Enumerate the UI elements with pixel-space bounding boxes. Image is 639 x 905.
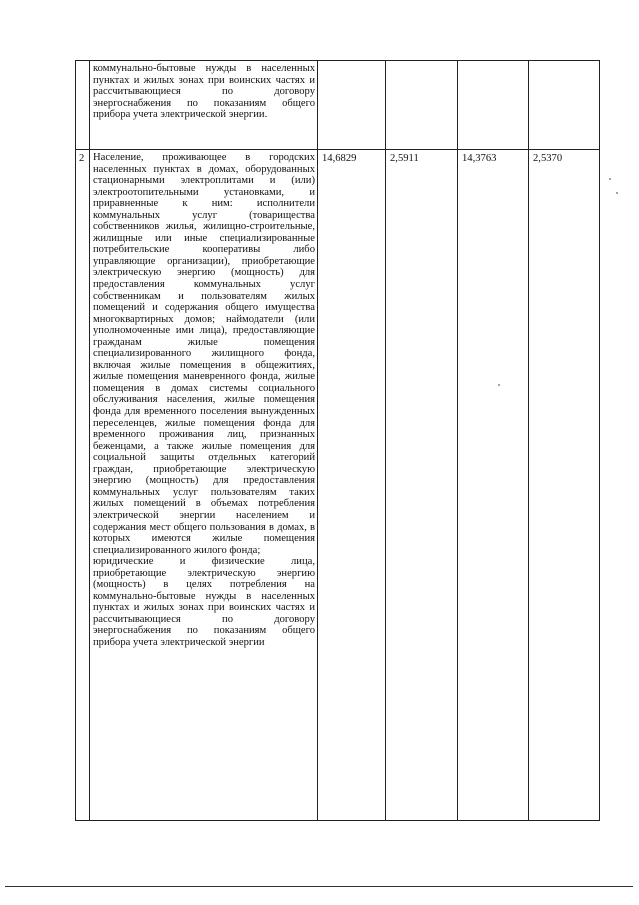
consumer-description: коммунально-бытовые нужды в населенных пунктах и жилых зонах при воинских частях и рассчитывающиеся по договору энергоснабжения по показаниям общего прибора учета электрической энергии. [93, 63, 315, 121]
value-1: 14,6829 [322, 153, 357, 164]
consumer-description-cell [90, 61, 318, 150]
scan-edge-line [5, 886, 633, 887]
value-cell-4 [529, 150, 600, 821]
value-4: 2,5370 [533, 153, 563, 164]
consumer-description: Население, проживающее в городских населенных пунктах в домах, оборудованных стационарными электроплитами и (или) электроотопительными установками, и приравненные к ним: исполнители коммунальных услуг (товарищества собственников жилья, жилищно-строительные, жилищные или иные специализированные потребительские кооперативы либо управляющие организации), приобретающие электрическую энергию (мощность) для предоставления коммунальных услуг собственникам и пользователям жилых помещений и содержания общего имущества многоквартирных домов; наймодатели (или уполномоченные ими лица), предоставляющие гражданам жилые помещения специализированного жилищного фонда, включая жилые помещения в общежитиях, жилые помещения маневренного фонда, жилые помещения в домах системы социального обслуживания населения, жилые помещения фонда для временного поселения вынужденных переселенцев, жилые помещения фонда для временного проживания лиц, признанных беженцами, а также жилые помещения для социальной защиты отдельных категорий граждан, приобретающие электрическую энергию (мощность) для предоставления коммунальных услуг пользователям таких жилых помещений в объемах потребления электрической энергии населением и содержания мест общего пользования в домах, в которых имеются жилые помещения специализированного жилого фонда; юридические и физические лица, приобретающие электрическую энергию (мощность) в целях потребления на коммунально-бытовые нужды в населенных пунктах и жилых зонах при воинских частях и рассчитывающиеся по договору энергоснабжения по показаниям общего прибора учета электрической энергии [93, 152, 315, 648]
scan-speck [498, 384, 500, 386]
scan-speck [616, 192, 618, 194]
table-row [76, 150, 600, 821]
scan-speck [609, 178, 611, 180]
value-cell-1 [318, 61, 386, 150]
value-3 [458, 61, 528, 64]
value-cell-1 [318, 150, 386, 821]
tariff-table [75, 60, 600, 821]
row-number-cell [76, 150, 90, 821]
value-1 [318, 61, 385, 64]
row-number [76, 61, 89, 64]
value-cell-4 [529, 61, 600, 150]
consumer-description-cell [90, 150, 318, 821]
value-3: 14,3763 [462, 153, 497, 164]
value-2: 2,5911 [390, 153, 419, 164]
value-cell-2 [386, 150, 458, 821]
value-cell-2 [386, 61, 458, 150]
row-number-cell [76, 61, 90, 150]
table-row [76, 61, 600, 150]
value-cell-3 [458, 150, 529, 821]
value-4 [529, 61, 599, 64]
value-cell-3 [458, 61, 529, 150]
value-2 [386, 61, 457, 64]
row-number: 2 [79, 153, 85, 164]
